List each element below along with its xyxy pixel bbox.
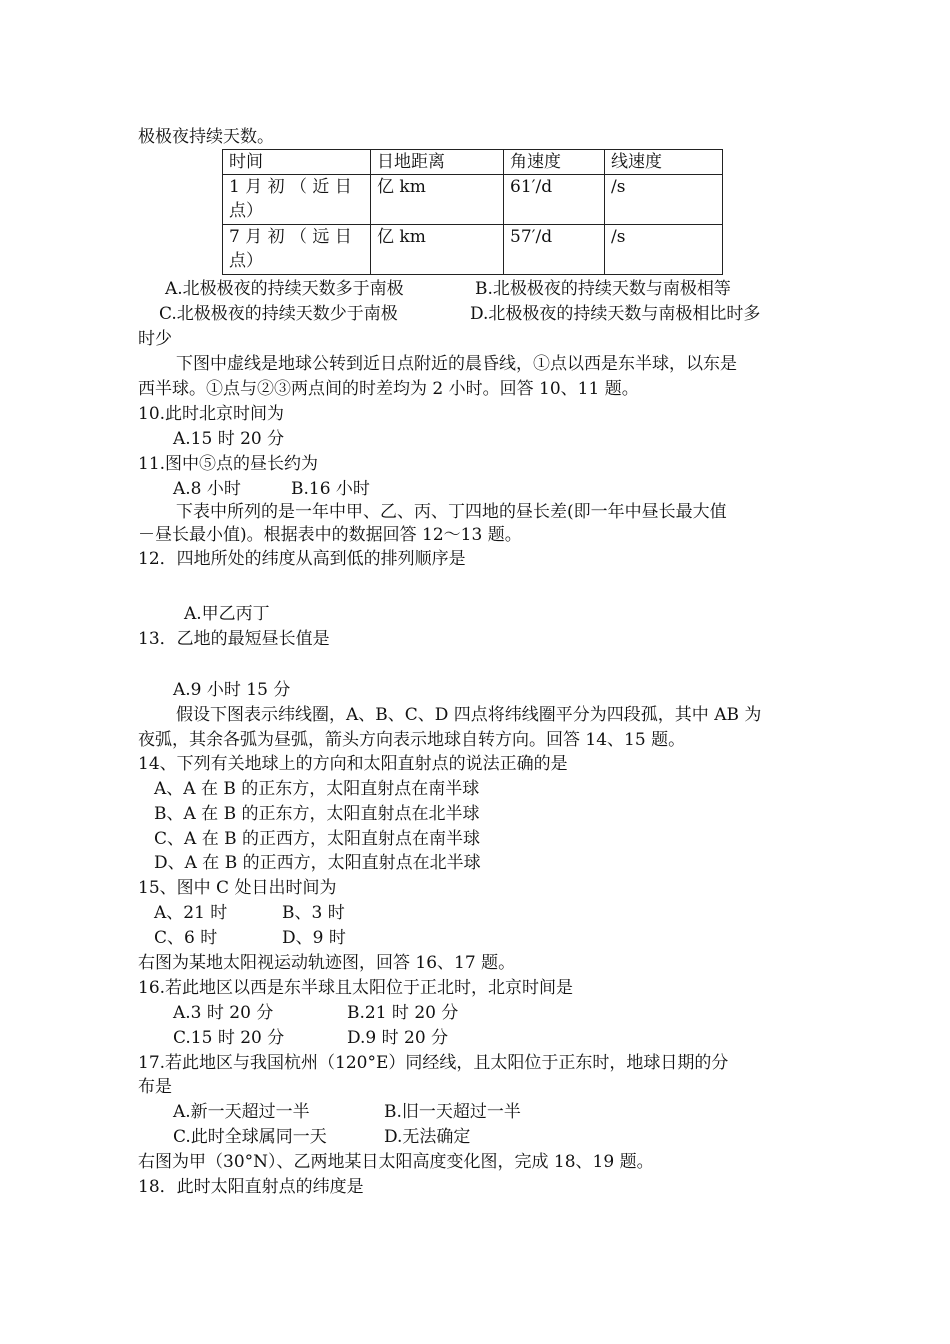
table-header-cell: 角速度 bbox=[504, 150, 605, 175]
option-a: A.8 小时 bbox=[173, 479, 241, 499]
option-a: A.甲乙丙丁 bbox=[184, 604, 270, 624]
table-cell-time-line1: 1 月 初 （ 近 日 bbox=[229, 177, 352, 197]
option-c: C、A 在 B 的正西方，太阳直射点在南半球 bbox=[154, 829, 480, 849]
table-cell-time bbox=[223, 175, 371, 225]
option-b: B.21 时 20 分 bbox=[347, 1003, 459, 1023]
passage-text: 夜弧，其余各弧为昼弧，箭头方向表示地球自转方向。回答 14、15 题。 bbox=[138, 730, 686, 750]
option-b: B.16 小时 bbox=[291, 479, 370, 499]
option-d: D.无法确定 bbox=[384, 1127, 471, 1147]
passage-text: 下图中虚线是地球公转到近日点附近的晨昏线，①点以西是东半球，以东是 bbox=[176, 354, 737, 374]
table-header-cell: 时间 bbox=[223, 150, 371, 175]
option-a: A.新一天超过一半 bbox=[173, 1102, 310, 1122]
table-cell-angular: 61′/d bbox=[504, 175, 605, 225]
passage-text: －昼长最小值)。根据表中的数据回答 12～13 题。 bbox=[138, 525, 522, 545]
option-d: D.9 时 20 分 bbox=[347, 1028, 449, 1048]
option-a: A、21 时 bbox=[154, 903, 228, 923]
option-d: D、9 时 bbox=[282, 928, 346, 948]
option-b: B、A 在 B 的正东方，太阳直射点在北半球 bbox=[154, 804, 480, 824]
table-cell-time-line2: 点） bbox=[229, 251, 263, 271]
text-line: 极极夜持续天数。 bbox=[138, 127, 274, 147]
table-cell-distance: 亿 km bbox=[371, 225, 504, 275]
table-header-row bbox=[223, 150, 723, 175]
option-b: B.北极极夜的持续天数与南极相等 bbox=[475, 279, 731, 299]
option-d: D.北极极夜的持续天数与南极相比时多 bbox=[470, 304, 761, 324]
table-cell-time-line1: 7 月 初 （ 远 日 bbox=[229, 227, 352, 247]
option-c: C.15 时 20 分 bbox=[173, 1028, 285, 1048]
passage-text: 假设下图表示纬线圈，A、B、C、D 四点将纬线圈平分为四段孤，其中 AB 为 bbox=[176, 705, 762, 725]
passage-text: 西半球。①点与②③两点间的时差均为 2 小时。回答 10、11 题。 bbox=[138, 379, 639, 399]
table-cell-linear: /s bbox=[605, 175, 723, 225]
option-a: A.北极极夜的持续天数多于南极 bbox=[165, 279, 404, 299]
table-row bbox=[223, 225, 723, 275]
passage-text: 右图为甲（30°N）、乙两地某日太阳高度变化图，完成 18、19 题。 bbox=[138, 1152, 654, 1172]
table-header-cell: 日地距离 bbox=[371, 150, 504, 175]
question-17-continued: 布是 bbox=[138, 1077, 172, 1097]
option-c: C.此时全球属同一天 bbox=[173, 1127, 327, 1147]
question-17: 17.若此地区与我国杭州（120°E）同经线，且太阳位于正东时，地球日期的分 bbox=[138, 1053, 729, 1073]
option-a: A、A 在 B 的正东方，太阳直射点在南半球 bbox=[154, 779, 480, 799]
question-16: 16.若此地区以西是东半球且太阳位于正北时，北京时间是 bbox=[138, 978, 574, 998]
question-14: 14、下列有关地球上的方向和太阳直射点的说法正确的是 bbox=[138, 754, 568, 774]
earth-orbit-table bbox=[222, 149, 723, 275]
option-a: A.3 时 20 分 bbox=[173, 1003, 274, 1023]
option-a: A.9 小时 15 分 bbox=[173, 680, 291, 700]
table-cell-angular: 57′/d bbox=[504, 225, 605, 275]
table-cell-linear: /s bbox=[605, 225, 723, 275]
option-d-continued: 时少 bbox=[138, 329, 172, 349]
passage-text: 右图为某地太阳视运动轨迹图，回答 16、17 题。 bbox=[138, 953, 516, 973]
question-18: 18．此时太阳直射点的纬度是 bbox=[138, 1177, 364, 1197]
table-cell-time-line2: 点） bbox=[229, 201, 263, 221]
passage-text: 下表中所列的是一年中甲、乙、丙、丁四地的昼长差(即一年中昼长最大值 bbox=[176, 502, 727, 522]
question-15: 15、图中 C 处日出时间为 bbox=[138, 878, 337, 898]
option-b: B、3 时 bbox=[282, 903, 345, 923]
option-b: B.旧一天超过一半 bbox=[384, 1102, 521, 1122]
table-cell-distance: 亿 km bbox=[371, 175, 504, 225]
option-c: C.北极极夜的持续天数少于南极 bbox=[159, 304, 398, 324]
question-10: 10.此时北京时间为 bbox=[138, 404, 285, 424]
table-cell-time bbox=[223, 225, 371, 275]
option-c: C、6 时 bbox=[154, 928, 218, 948]
option-a: A.15 时 20 分 bbox=[173, 429, 285, 449]
option-d: D、A 在 B 的正西方，太阳直射点在北半球 bbox=[154, 853, 481, 873]
table-header-cell: 线速度 bbox=[605, 150, 723, 175]
question-13: 13．乙地的最短昼长值是 bbox=[138, 629, 330, 649]
table-row bbox=[223, 175, 723, 225]
question-12: 12．四地所处的纬度从高到低的排列顺序是 bbox=[138, 549, 466, 569]
question-11: 11.图中⑤点的昼长约为 bbox=[138, 454, 319, 474]
